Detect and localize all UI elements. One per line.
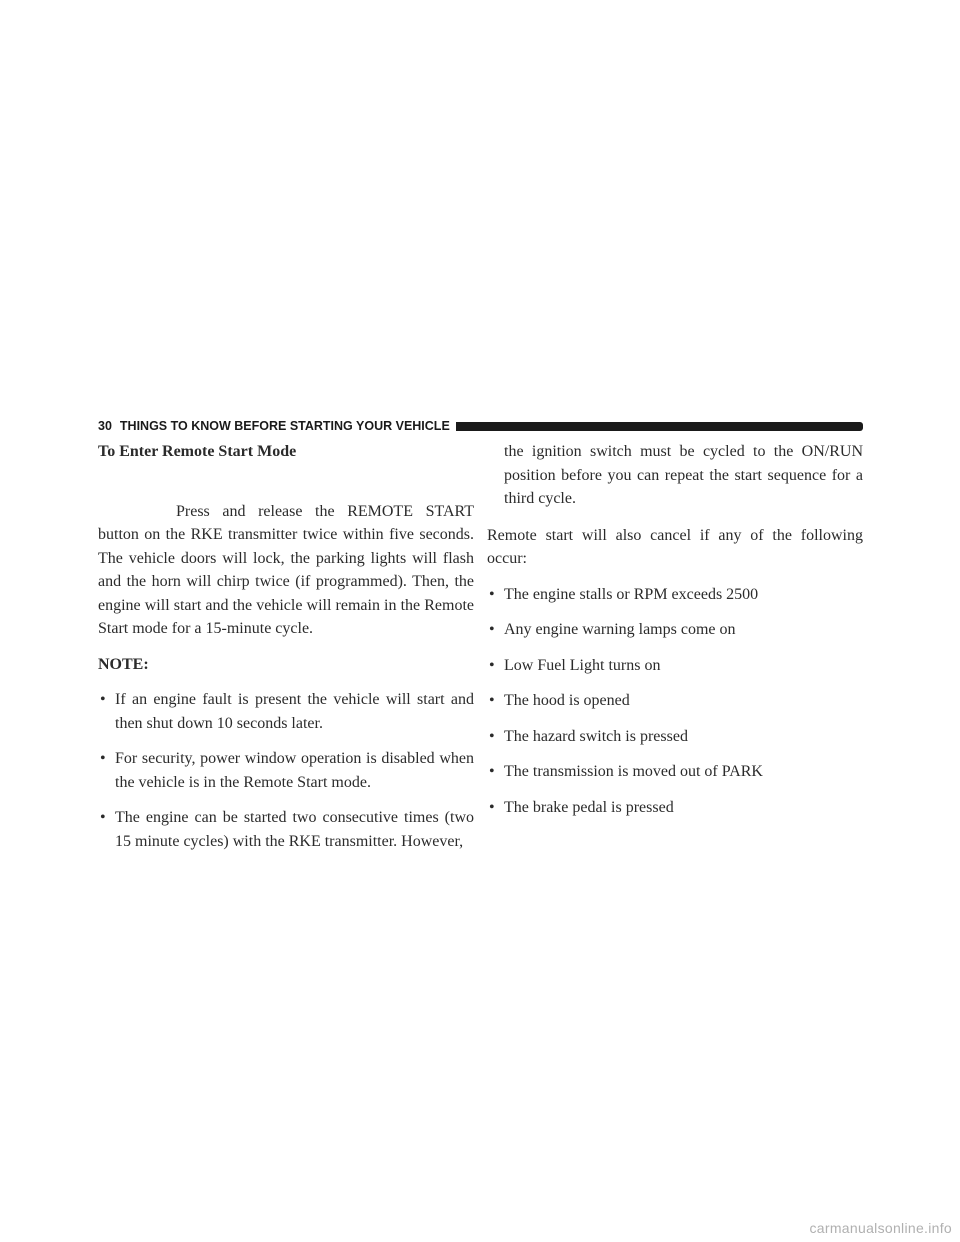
list-item: • For security, power window operation is disabled when the vehicle is in the Remote Start mode. xyxy=(98,747,474,794)
bullet-icon: • xyxy=(100,750,106,767)
list-item: • If an engine fault is present the vehicle will start and then shut down 10 seconds later. xyxy=(98,688,474,735)
list-item: • The transmission is moved out of PARK xyxy=(487,760,863,784)
bullet-icon: • xyxy=(489,621,495,638)
cancel-conditions-list xyxy=(487,583,863,820)
subsection-heading: To Enter Remote Start Mode xyxy=(98,443,297,460)
note-list xyxy=(98,688,474,853)
bullet-icon: • xyxy=(489,656,495,674)
section-title: THINGS TO KNOW BEFORE STARTING YOUR VEHICLE xyxy=(119,419,450,433)
list-item: • The engine stalls or RPM exceeds 2500 xyxy=(487,583,863,607)
page-number: 30 xyxy=(98,419,112,433)
bullet-icon: • xyxy=(489,585,495,603)
list-item: • The hood is opened xyxy=(487,689,863,713)
left-column xyxy=(98,440,474,865)
list-item: • Any engine warning lamps come on xyxy=(487,618,863,642)
list-item: • The engine can be started two consecutive times (two 15 minute cycles) with the RKE transmitter. However, xyxy=(98,806,474,853)
list-item: • The brake pedal is pressed xyxy=(487,796,863,820)
cancel-intro: Remote start will also cancel if any of the following occur: xyxy=(487,526,863,567)
bullet-icon: • xyxy=(489,692,495,709)
bullet-icon: • xyxy=(489,798,495,816)
bullet-icon: • xyxy=(100,691,106,708)
bullet-icon: • xyxy=(489,727,495,745)
list-item: • Low Fuel Light turns on xyxy=(487,654,863,678)
note-label: NOTE: xyxy=(98,655,149,673)
site-watermark: carmanualsonline.info xyxy=(809,1220,952,1236)
right-column xyxy=(487,440,863,831)
intro-paragraph: Press and release the REMOTE START button on the RKE transmitter twice within five seconds. The vehicle doors will lock, the parking lights will flash and the horn will chirp twice (if programmed). Then, the engine will start and the vehicle will remain in the Remote Start mode for a 15-minute cycle. xyxy=(98,502,474,637)
header-rule-bar xyxy=(456,422,863,431)
page-header xyxy=(98,418,863,434)
bullet-icon: • xyxy=(100,809,106,826)
bullet-icon: • xyxy=(489,763,495,780)
list-item: • The hazard switch is pressed xyxy=(487,725,863,749)
continued-paragraph: the ignition switch must be cycled to the ON/RUN position before you can repeat the start sequence for a third cycle. xyxy=(504,443,863,507)
